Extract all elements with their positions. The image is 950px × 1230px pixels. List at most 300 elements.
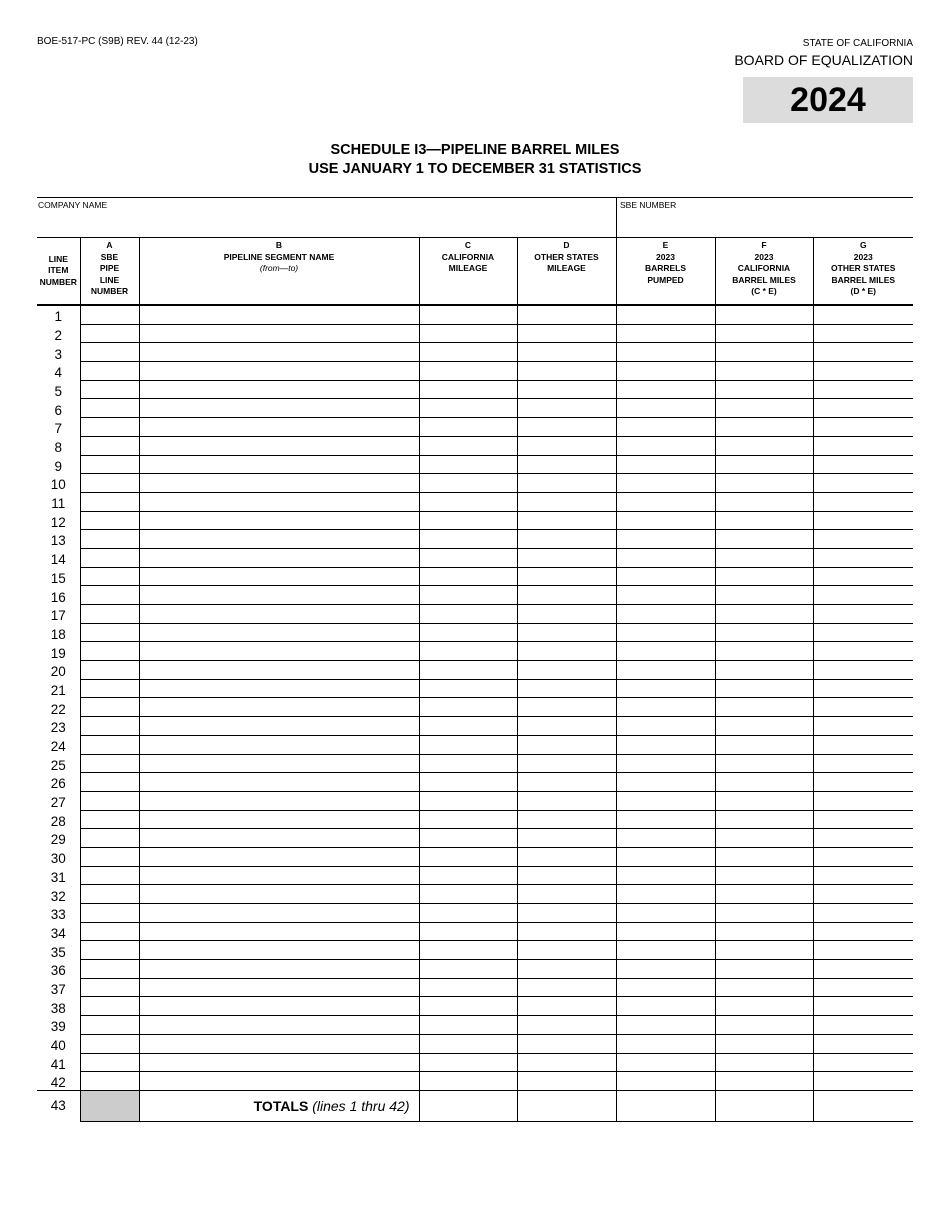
other-states-barrel-miles-cell[interactable] xyxy=(813,324,913,343)
barrels-pumped-cell[interactable] xyxy=(616,1072,715,1091)
other-states-barrel-miles-cell[interactable] xyxy=(813,343,913,362)
pipeline-segment-name-cell[interactable] xyxy=(139,492,419,511)
other-states-barrel-miles-cell[interactable] xyxy=(813,1016,913,1035)
other-states-barrel-miles-cell[interactable] xyxy=(813,978,913,997)
other-states-barrel-miles-cell[interactable] xyxy=(813,922,913,941)
other-states-mileage-cell[interactable] xyxy=(517,324,616,343)
sbe-pipe-line-number-cell[interactable] xyxy=(80,904,139,923)
pipeline-segment-name-cell[interactable] xyxy=(139,511,419,530)
sbe-number-field[interactable] xyxy=(616,198,914,238)
california-barrel-miles-cell[interactable] xyxy=(715,679,813,698)
other-states-barrel-miles-cell[interactable] xyxy=(813,885,913,904)
barrels-pumped-cell[interactable] xyxy=(616,474,715,493)
barrels-pumped-cell[interactable] xyxy=(616,829,715,848)
other-states-mileage-cell[interactable] xyxy=(517,941,616,960)
other-states-barrel-miles-cell[interactable] xyxy=(813,586,913,605)
pipeline-segment-name-cell[interactable] xyxy=(139,305,419,324)
barrels-pumped-cell[interactable] xyxy=(616,343,715,362)
sbe-pipe-line-number-cell[interactable] xyxy=(80,791,139,810)
total-california-mileage[interactable] xyxy=(419,1090,517,1121)
barrels-pumped-cell[interactable] xyxy=(616,548,715,567)
barrels-pumped-cell[interactable] xyxy=(616,885,715,904)
other-states-mileage-cell[interactable] xyxy=(517,455,616,474)
barrels-pumped-cell[interactable] xyxy=(616,567,715,586)
pipeline-segment-name-cell[interactable] xyxy=(139,418,419,437)
pipeline-segment-name-cell[interactable] xyxy=(139,642,419,661)
california-mileage-cell[interactable] xyxy=(419,399,517,418)
california-mileage-cell[interactable] xyxy=(419,530,517,549)
california-mileage-cell[interactable] xyxy=(419,810,517,829)
pipeline-segment-name-cell[interactable] xyxy=(139,773,419,792)
california-barrel-miles-cell[interactable] xyxy=(715,455,813,474)
other-states-mileage-cell[interactable] xyxy=(517,362,616,381)
california-mileage-cell[interactable] xyxy=(419,904,517,923)
california-mileage-cell[interactable] xyxy=(419,324,517,343)
california-barrel-miles-cell[interactable] xyxy=(715,1072,813,1091)
other-states-mileage-cell[interactable] xyxy=(517,735,616,754)
other-states-mileage-cell[interactable] xyxy=(517,1053,616,1072)
sbe-pipe-line-number-cell[interactable] xyxy=(80,773,139,792)
sbe-pipe-line-number-cell[interactable] xyxy=(80,698,139,717)
california-barrel-miles-cell[interactable] xyxy=(715,605,813,624)
sbe-pipe-line-number-cell[interactable] xyxy=(80,829,139,848)
other-states-mileage-cell[interactable] xyxy=(517,754,616,773)
other-states-barrel-miles-cell[interactable] xyxy=(813,679,913,698)
other-states-mileage-cell[interactable] xyxy=(517,791,616,810)
other-states-barrel-miles-cell[interactable] xyxy=(813,1072,913,1091)
other-states-barrel-miles-cell[interactable] xyxy=(813,399,913,418)
sbe-pipe-line-number-cell[interactable] xyxy=(80,324,139,343)
other-states-mileage-cell[interactable] xyxy=(517,343,616,362)
pipeline-segment-name-cell[interactable] xyxy=(139,866,419,885)
california-mileage-cell[interactable] xyxy=(419,362,517,381)
california-mileage-cell[interactable] xyxy=(419,436,517,455)
pipeline-segment-name-cell[interactable] xyxy=(139,922,419,941)
california-mileage-cell[interactable] xyxy=(419,941,517,960)
sbe-pipe-line-number-cell[interactable] xyxy=(80,922,139,941)
california-barrel-miles-cell[interactable] xyxy=(715,847,813,866)
pipeline-segment-name-cell[interactable] xyxy=(139,455,419,474)
pipeline-segment-name-cell[interactable] xyxy=(139,362,419,381)
sbe-pipe-line-number-cell[interactable] xyxy=(80,474,139,493)
pipeline-segment-name-cell[interactable] xyxy=(139,829,419,848)
barrels-pumped-cell[interactable] xyxy=(616,717,715,736)
sbe-pipe-line-number-cell[interactable] xyxy=(80,530,139,549)
sbe-pipe-line-number-cell[interactable] xyxy=(80,735,139,754)
sbe-pipe-line-number-cell[interactable] xyxy=(80,661,139,680)
other-states-mileage-cell[interactable] xyxy=(517,847,616,866)
pipeline-segment-name-cell[interactable] xyxy=(139,399,419,418)
california-mileage-cell[interactable] xyxy=(419,623,517,642)
barrels-pumped-cell[interactable] xyxy=(616,941,715,960)
california-mileage-cell[interactable] xyxy=(419,866,517,885)
california-mileage-cell[interactable] xyxy=(419,885,517,904)
sbe-pipe-line-number-cell[interactable] xyxy=(80,436,139,455)
california-barrel-miles-cell[interactable] xyxy=(715,324,813,343)
pipeline-segment-name-cell[interactable] xyxy=(139,324,419,343)
other-states-barrel-miles-cell[interactable] xyxy=(813,1053,913,1072)
pipeline-segment-name-cell[interactable] xyxy=(139,885,419,904)
barrels-pumped-cell[interactable] xyxy=(616,642,715,661)
pipeline-segment-name-cell[interactable] xyxy=(139,847,419,866)
pipeline-segment-name-cell[interactable] xyxy=(139,343,419,362)
california-mileage-cell[interactable] xyxy=(419,343,517,362)
other-states-mileage-cell[interactable] xyxy=(517,978,616,997)
barrels-pumped-cell[interactable] xyxy=(616,810,715,829)
other-states-barrel-miles-cell[interactable] xyxy=(813,997,913,1016)
other-states-barrel-miles-cell[interactable] xyxy=(813,642,913,661)
barrels-pumped-cell[interactable] xyxy=(616,492,715,511)
barrels-pumped-cell[interactable] xyxy=(616,866,715,885)
california-mileage-cell[interactable] xyxy=(419,511,517,530)
other-states-barrel-miles-cell[interactable] xyxy=(813,661,913,680)
other-states-mileage-cell[interactable] xyxy=(517,418,616,437)
sbe-pipe-line-number-cell[interactable] xyxy=(80,1072,139,1091)
barrels-pumped-cell[interactable] xyxy=(616,773,715,792)
other-states-mileage-cell[interactable] xyxy=(517,511,616,530)
other-states-barrel-miles-cell[interactable] xyxy=(813,623,913,642)
barrels-pumped-cell[interactable] xyxy=(616,455,715,474)
barrels-pumped-cell[interactable] xyxy=(616,511,715,530)
other-states-barrel-miles-cell[interactable] xyxy=(813,474,913,493)
other-states-barrel-miles-cell[interactable] xyxy=(813,305,913,324)
barrels-pumped-cell[interactable] xyxy=(616,904,715,923)
pipeline-segment-name-cell[interactable] xyxy=(139,623,419,642)
california-barrel-miles-cell[interactable] xyxy=(715,305,813,324)
barrels-pumped-cell[interactable] xyxy=(616,679,715,698)
barrels-pumped-cell[interactable] xyxy=(616,754,715,773)
california-barrel-miles-cell[interactable] xyxy=(715,1016,813,1035)
sbe-pipe-line-number-cell[interactable] xyxy=(80,941,139,960)
sbe-pipe-line-number-cell[interactable] xyxy=(80,492,139,511)
barrels-pumped-cell[interactable] xyxy=(616,978,715,997)
sbe-pipe-line-number-cell[interactable] xyxy=(80,1034,139,1053)
california-mileage-cell[interactable] xyxy=(419,605,517,624)
california-barrel-miles-cell[interactable] xyxy=(715,997,813,1016)
other-states-barrel-miles-cell[interactable] xyxy=(813,810,913,829)
california-mileage-cell[interactable] xyxy=(419,922,517,941)
california-barrel-miles-cell[interactable] xyxy=(715,661,813,680)
sbe-pipe-line-number-cell[interactable] xyxy=(80,717,139,736)
other-states-barrel-miles-cell[interactable] xyxy=(813,904,913,923)
california-mileage-cell[interactable] xyxy=(419,548,517,567)
other-states-barrel-miles-cell[interactable] xyxy=(813,380,913,399)
barrels-pumped-cell[interactable] xyxy=(616,324,715,343)
company-name-field[interactable] xyxy=(37,198,616,238)
california-barrel-miles-cell[interactable] xyxy=(715,754,813,773)
sbe-pipe-line-number-cell[interactable] xyxy=(80,511,139,530)
california-mileage-cell[interactable] xyxy=(419,791,517,810)
california-mileage-cell[interactable] xyxy=(419,1016,517,1035)
other-states-mileage-cell[interactable] xyxy=(517,679,616,698)
other-states-barrel-miles-cell[interactable] xyxy=(813,941,913,960)
california-mileage-cell[interactable] xyxy=(419,754,517,773)
california-mileage-cell[interactable] xyxy=(419,455,517,474)
other-states-barrel-miles-cell[interactable] xyxy=(813,605,913,624)
barrels-pumped-cell[interactable] xyxy=(616,362,715,381)
sbe-pipe-line-number-cell[interactable] xyxy=(80,642,139,661)
barrels-pumped-cell[interactable] xyxy=(616,698,715,717)
california-mileage-cell[interactable] xyxy=(419,829,517,848)
california-barrel-miles-cell[interactable] xyxy=(715,791,813,810)
pipeline-segment-name-cell[interactable] xyxy=(139,735,419,754)
california-mileage-cell[interactable] xyxy=(419,1072,517,1091)
california-barrel-miles-cell[interactable] xyxy=(715,511,813,530)
sbe-pipe-line-number-cell[interactable] xyxy=(80,455,139,474)
other-states-mileage-cell[interactable] xyxy=(517,530,616,549)
sbe-pipe-line-number-cell[interactable] xyxy=(80,362,139,381)
barrels-pumped-cell[interactable] xyxy=(616,661,715,680)
other-states-mileage-cell[interactable] xyxy=(517,567,616,586)
other-states-barrel-miles-cell[interactable] xyxy=(813,847,913,866)
sbe-pipe-line-number-cell[interactable] xyxy=(80,679,139,698)
california-barrel-miles-cell[interactable] xyxy=(715,586,813,605)
california-barrel-miles-cell[interactable] xyxy=(715,885,813,904)
pipeline-segment-name-cell[interactable] xyxy=(139,567,419,586)
california-barrel-miles-cell[interactable] xyxy=(715,960,813,979)
pipeline-segment-name-cell[interactable] xyxy=(139,941,419,960)
california-mileage-cell[interactable] xyxy=(419,1034,517,1053)
california-mileage-cell[interactable] xyxy=(419,492,517,511)
other-states-mileage-cell[interactable] xyxy=(517,380,616,399)
pipeline-segment-name-cell[interactable] xyxy=(139,717,419,736)
sbe-pipe-line-number-cell[interactable] xyxy=(80,548,139,567)
pipeline-segment-name-cell[interactable] xyxy=(139,791,419,810)
other-states-mileage-cell[interactable] xyxy=(517,642,616,661)
other-states-mileage-cell[interactable] xyxy=(517,623,616,642)
barrels-pumped-cell[interactable] xyxy=(616,586,715,605)
sbe-pipe-line-number-cell[interactable] xyxy=(80,960,139,979)
sbe-pipe-line-number-cell[interactable] xyxy=(80,754,139,773)
california-barrel-miles-cell[interactable] xyxy=(715,941,813,960)
other-states-mileage-cell[interactable] xyxy=(517,305,616,324)
california-barrel-miles-cell[interactable] xyxy=(715,810,813,829)
california-mileage-cell[interactable] xyxy=(419,586,517,605)
california-mileage-cell[interactable] xyxy=(419,305,517,324)
pipeline-segment-name-cell[interactable] xyxy=(139,754,419,773)
other-states-barrel-miles-cell[interactable] xyxy=(813,773,913,792)
barrels-pumped-cell[interactable] xyxy=(616,623,715,642)
barrels-pumped-cell[interactable] xyxy=(616,960,715,979)
california-barrel-miles-cell[interactable] xyxy=(715,717,813,736)
other-states-mileage-cell[interactable] xyxy=(517,1072,616,1091)
california-mileage-cell[interactable] xyxy=(419,773,517,792)
california-mileage-cell[interactable] xyxy=(419,661,517,680)
pipeline-segment-name-cell[interactable] xyxy=(139,1072,419,1091)
other-states-barrel-miles-cell[interactable] xyxy=(813,829,913,848)
pipeline-segment-name-cell[interactable] xyxy=(139,474,419,493)
other-states-mileage-cell[interactable] xyxy=(517,773,616,792)
other-states-barrel-miles-cell[interactable] xyxy=(813,530,913,549)
sbe-pipe-line-number-cell[interactable] xyxy=(80,866,139,885)
barrels-pumped-cell[interactable] xyxy=(616,922,715,941)
california-mileage-cell[interactable] xyxy=(419,847,517,866)
total-other-states-mileage[interactable] xyxy=(517,1090,616,1121)
other-states-barrel-miles-cell[interactable] xyxy=(813,436,913,455)
pipeline-segment-name-cell[interactable] xyxy=(139,978,419,997)
california-barrel-miles-cell[interactable] xyxy=(715,1053,813,1072)
sbe-pipe-line-number-cell[interactable] xyxy=(80,380,139,399)
sbe-pipe-line-number-cell[interactable] xyxy=(80,1016,139,1035)
barrels-pumped-cell[interactable] xyxy=(616,530,715,549)
other-states-mileage-cell[interactable] xyxy=(517,885,616,904)
other-states-barrel-miles-cell[interactable] xyxy=(813,548,913,567)
california-barrel-miles-cell[interactable] xyxy=(715,904,813,923)
sbe-pipe-line-number-cell[interactable] xyxy=(80,810,139,829)
sbe-pipe-line-number-cell[interactable] xyxy=(80,305,139,324)
sbe-pipe-line-number-cell[interactable] xyxy=(80,399,139,418)
other-states-mileage-cell[interactable] xyxy=(517,997,616,1016)
other-states-barrel-miles-cell[interactable] xyxy=(813,492,913,511)
california-mileage-cell[interactable] xyxy=(419,380,517,399)
california-barrel-miles-cell[interactable] xyxy=(715,492,813,511)
california-mileage-cell[interactable] xyxy=(419,567,517,586)
other-states-barrel-miles-cell[interactable] xyxy=(813,455,913,474)
sbe-pipe-line-number-cell[interactable] xyxy=(80,847,139,866)
other-states-mileage-cell[interactable] xyxy=(517,698,616,717)
california-mileage-cell[interactable] xyxy=(419,474,517,493)
pipeline-segment-name-cell[interactable] xyxy=(139,997,419,1016)
sbe-pipe-line-number-cell[interactable] xyxy=(80,418,139,437)
california-mileage-cell[interactable] xyxy=(419,679,517,698)
barrels-pumped-cell[interactable] xyxy=(616,436,715,455)
total-other-states-barrel-miles[interactable] xyxy=(813,1090,913,1121)
sbe-pipe-line-number-cell[interactable] xyxy=(80,997,139,1016)
california-barrel-miles-cell[interactable] xyxy=(715,362,813,381)
california-mileage-cell[interactable] xyxy=(419,997,517,1016)
california-mileage-cell[interactable] xyxy=(419,1053,517,1072)
california-mileage-cell[interactable] xyxy=(419,717,517,736)
california-mileage-cell[interactable] xyxy=(419,978,517,997)
sbe-pipe-line-number-cell[interactable] xyxy=(80,1053,139,1072)
sbe-pipe-line-number-cell[interactable] xyxy=(80,885,139,904)
other-states-barrel-miles-cell[interactable] xyxy=(813,866,913,885)
california-mileage-cell[interactable] xyxy=(419,642,517,661)
total-california-barrel-miles[interactable] xyxy=(715,1090,813,1121)
pipeline-segment-name-cell[interactable] xyxy=(139,530,419,549)
other-states-barrel-miles-cell[interactable] xyxy=(813,1034,913,1053)
california-mileage-cell[interactable] xyxy=(419,960,517,979)
other-states-barrel-miles-cell[interactable] xyxy=(813,418,913,437)
other-states-mileage-cell[interactable] xyxy=(517,1034,616,1053)
california-barrel-miles-cell[interactable] xyxy=(715,343,813,362)
sbe-pipe-line-number-cell[interactable] xyxy=(80,623,139,642)
california-barrel-miles-cell[interactable] xyxy=(715,773,813,792)
pipeline-segment-name-cell[interactable] xyxy=(139,548,419,567)
california-barrel-miles-cell[interactable] xyxy=(715,735,813,754)
california-barrel-miles-cell[interactable] xyxy=(715,978,813,997)
california-barrel-miles-cell[interactable] xyxy=(715,567,813,586)
california-barrel-miles-cell[interactable] xyxy=(715,399,813,418)
california-barrel-miles-cell[interactable] xyxy=(715,418,813,437)
pipeline-segment-name-cell[interactable] xyxy=(139,1034,419,1053)
sbe-pipe-line-number-cell[interactable] xyxy=(80,605,139,624)
california-barrel-miles-cell[interactable] xyxy=(715,829,813,848)
other-states-mileage-cell[interactable] xyxy=(517,829,616,848)
sbe-pipe-line-number-cell[interactable] xyxy=(80,343,139,362)
barrels-pumped-cell[interactable] xyxy=(616,1016,715,1035)
california-mileage-cell[interactable] xyxy=(419,735,517,754)
barrels-pumped-cell[interactable] xyxy=(616,1053,715,1072)
california-barrel-miles-cell[interactable] xyxy=(715,474,813,493)
barrels-pumped-cell[interactable] xyxy=(616,847,715,866)
california-barrel-miles-cell[interactable] xyxy=(715,1034,813,1053)
barrels-pumped-cell[interactable] xyxy=(616,399,715,418)
california-barrel-miles-cell[interactable] xyxy=(715,623,813,642)
barrels-pumped-cell[interactable] xyxy=(616,791,715,810)
pipeline-segment-name-cell[interactable] xyxy=(139,960,419,979)
other-states-mileage-cell[interactable] xyxy=(517,922,616,941)
california-mileage-cell[interactable] xyxy=(419,418,517,437)
other-states-mileage-cell[interactable] xyxy=(517,492,616,511)
sbe-pipe-line-number-cell[interactable] xyxy=(80,586,139,605)
california-barrel-miles-cell[interactable] xyxy=(715,698,813,717)
pipeline-segment-name-cell[interactable] xyxy=(139,661,419,680)
other-states-mileage-cell[interactable] xyxy=(517,960,616,979)
other-states-barrel-miles-cell[interactable] xyxy=(813,717,913,736)
barrels-pumped-cell[interactable] xyxy=(616,997,715,1016)
pipeline-segment-name-cell[interactable] xyxy=(139,810,419,829)
other-states-barrel-miles-cell[interactable] xyxy=(813,754,913,773)
barrels-pumped-cell[interactable] xyxy=(616,418,715,437)
other-states-mileage-cell[interactable] xyxy=(517,586,616,605)
pipeline-segment-name-cell[interactable] xyxy=(139,1053,419,1072)
pipeline-segment-name-cell[interactable] xyxy=(139,436,419,455)
other-states-barrel-miles-cell[interactable] xyxy=(813,735,913,754)
other-states-mileage-cell[interactable] xyxy=(517,399,616,418)
other-states-mileage-cell[interactable] xyxy=(517,474,616,493)
california-barrel-miles-cell[interactable] xyxy=(715,530,813,549)
pipeline-segment-name-cell[interactable] xyxy=(139,380,419,399)
pipeline-segment-name-cell[interactable] xyxy=(139,679,419,698)
other-states-mileage-cell[interactable] xyxy=(517,605,616,624)
other-states-mileage-cell[interactable] xyxy=(517,904,616,923)
other-states-barrel-miles-cell[interactable] xyxy=(813,960,913,979)
other-states-mileage-cell[interactable] xyxy=(517,866,616,885)
other-states-mileage-cell[interactable] xyxy=(517,548,616,567)
other-states-barrel-miles-cell[interactable] xyxy=(813,567,913,586)
other-states-barrel-miles-cell[interactable] xyxy=(813,791,913,810)
california-barrel-miles-cell[interactable] xyxy=(715,642,813,661)
other-states-mileage-cell[interactable] xyxy=(517,717,616,736)
pipeline-segment-name-cell[interactable] xyxy=(139,698,419,717)
pipeline-segment-name-cell[interactable] xyxy=(139,586,419,605)
sbe-pipe-line-number-cell[interactable] xyxy=(80,567,139,586)
california-barrel-miles-cell[interactable] xyxy=(715,380,813,399)
other-states-barrel-miles-cell[interactable] xyxy=(813,698,913,717)
barrels-pumped-cell[interactable] xyxy=(616,305,715,324)
california-mileage-cell[interactable] xyxy=(419,698,517,717)
barrels-pumped-cell[interactable] xyxy=(616,605,715,624)
other-states-mileage-cell[interactable] xyxy=(517,1016,616,1035)
barrels-pumped-cell[interactable] xyxy=(616,1034,715,1053)
california-barrel-miles-cell[interactable] xyxy=(715,548,813,567)
barrels-pumped-cell[interactable] xyxy=(616,735,715,754)
other-states-mileage-cell[interactable] xyxy=(517,436,616,455)
other-states-mileage-cell[interactable] xyxy=(517,661,616,680)
other-states-mileage-cell[interactable] xyxy=(517,810,616,829)
barrels-pumped-cell[interactable] xyxy=(616,380,715,399)
total-barrels-pumped[interactable] xyxy=(616,1090,715,1121)
california-barrel-miles-cell[interactable] xyxy=(715,922,813,941)
pipeline-segment-name-cell[interactable] xyxy=(139,1016,419,1035)
california-barrel-miles-cell[interactable] xyxy=(715,866,813,885)
other-states-barrel-miles-cell[interactable] xyxy=(813,362,913,381)
pipeline-segment-name-cell[interactable] xyxy=(139,904,419,923)
california-barrel-miles-cell[interactable] xyxy=(715,436,813,455)
sbe-pipe-line-number-cell[interactable] xyxy=(80,978,139,997)
other-states-barrel-miles-cell[interactable] xyxy=(813,511,913,530)
